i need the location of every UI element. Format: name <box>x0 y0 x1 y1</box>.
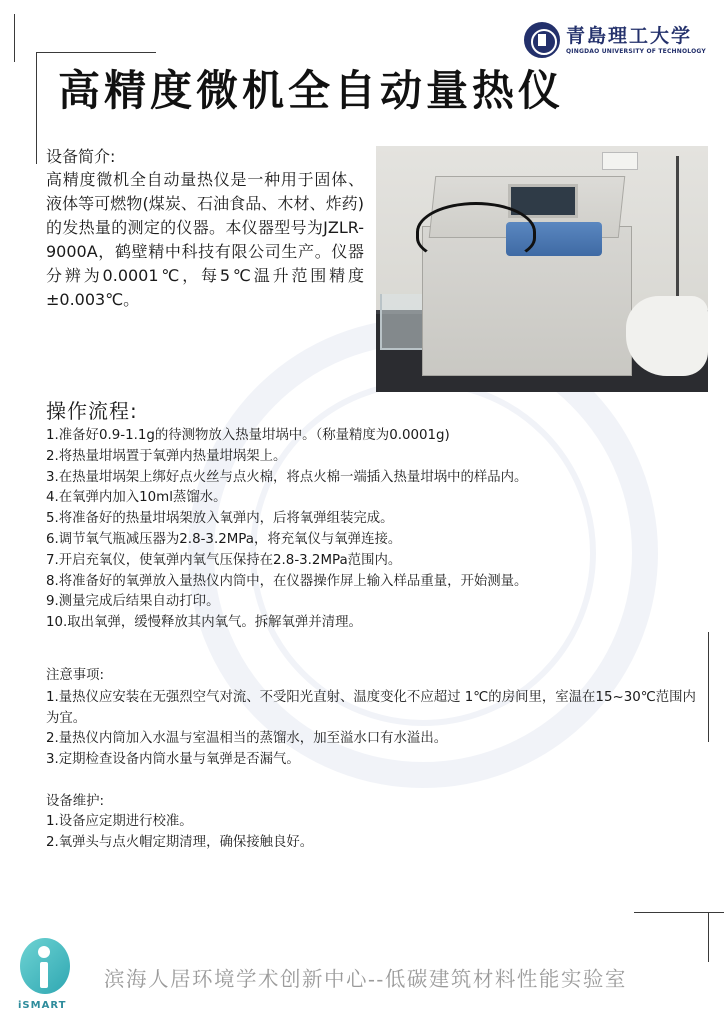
operation-step: 5.将准备好的热量坩埚架放入氧弹内，后将氧弹组装完成。 <box>46 511 394 527</box>
ismart-logo <box>16 938 74 1018</box>
ismart-logo-text: iSMART <box>18 1000 67 1011</box>
maintenance-list <box>46 812 706 853</box>
operation-step: 7.开启充氧仪，使氧弹内氧气压保持在2.8-3.2MPa范围内。 <box>46 552 402 568</box>
frame-line-left-top <box>14 14 15 62</box>
instrument-photo <box>376 146 708 392</box>
maintenance-title: 设备维护: <box>46 794 105 809</box>
photo-lab-stand <box>676 156 679 316</box>
page-title: 高精度微机全自动量热仪 <box>58 66 565 115</box>
photo-power-cable <box>416 202 536 262</box>
frame-line-left-vertical <box>36 52 37 164</box>
university-logo <box>524 22 706 58</box>
ismart-logo-bar <box>40 962 48 988</box>
maintenance-item: 1.设备应定期进行校准。 <box>46 814 193 829</box>
photo-cloth <box>626 296 708 376</box>
intro-label: 设备简介: <box>46 147 116 166</box>
university-name-cn: 青島理工大学 <box>566 25 693 47</box>
frame-line-bottom <box>634 912 724 913</box>
notes-title: 注意事项: <box>46 668 105 683</box>
photo-beaker <box>380 294 426 350</box>
operation-step: 3.在热量坩埚架上绑好点火丝与点火棉，将点火棉一端插入热量坩埚中的样品内。 <box>46 469 528 485</box>
notes-list <box>46 688 706 770</box>
note-item: 2.量热仪内筒加入水温与室温相当的蒸馏水，加至溢水口有水溢出。 <box>46 731 448 746</box>
university-seal-icon <box>524 22 560 58</box>
university-logo-text <box>566 25 706 55</box>
university-name-en: QINGDAO UNIVERSITY OF TECHNOLOGY <box>566 48 706 55</box>
footer-lab-name: 滨海人居环境学术创新中心--低碳建筑材料性能实验室 <box>104 967 627 991</box>
operation-step: 9.测量完成后结果自动打印。 <box>46 594 220 610</box>
frame-line-right-vertical <box>708 632 709 742</box>
frame-line-right-bottom <box>708 912 709 962</box>
operation-step: 8.将准备好的氧弹放入量热仪内筒中，在仪器操作屏上输入样品重量，开始测量。 <box>46 573 528 589</box>
operation-step: 1.准备好0.9-1.1g的待测物放入热量坩埚中。（称量精度为0.0001g) <box>46 428 450 443</box>
operation-step: 6.调节氧气瓶减压器为2.8-3.2MPa，将充氧仪与氧弹连接。 <box>46 531 402 547</box>
operation-step: 4.在氧弹内加入10ml蒸馏水。 <box>46 490 227 506</box>
note-item: 1.量热仪应安装在无强烈空气对流、不受阳光直射、温度变化不应超过 1℃的房间里，室温在15~30℃范围内为宜。 <box>46 690 696 726</box>
operation-step: 2.将热量坩埚置于氧弹内热量坩埚架上。 <box>46 448 287 464</box>
ismart-logo-dot <box>38 946 50 958</box>
photo-wall-outlet <box>602 152 638 170</box>
operation-title: 操作流程: <box>46 399 138 423</box>
frame-line-top <box>36 52 156 53</box>
operation-step: 10.取出氧弹，缓慢释放其内氧气。拆解氧弹并清理。 <box>46 615 362 631</box>
note-item: 3.定期检查设备内筒水量与氧弹是否漏气。 <box>46 751 300 767</box>
maintenance-item: 2.氧弹头与点火帽定期清理，确保接触良好。 <box>46 834 314 850</box>
operation-steps <box>46 426 706 634</box>
intro-body: 高精度微机全自动量热仪是一种用于固体、液体等可燃物(煤炭、石油食品、木材、炸药)的发热量的测定的仪器。本仪器型号为JZLR-9000A，鹤壁精中科技有限公司生产。仪器分辨为0.0001℃，每5℃温升范围精度±0.003℃。 <box>46 170 364 309</box>
